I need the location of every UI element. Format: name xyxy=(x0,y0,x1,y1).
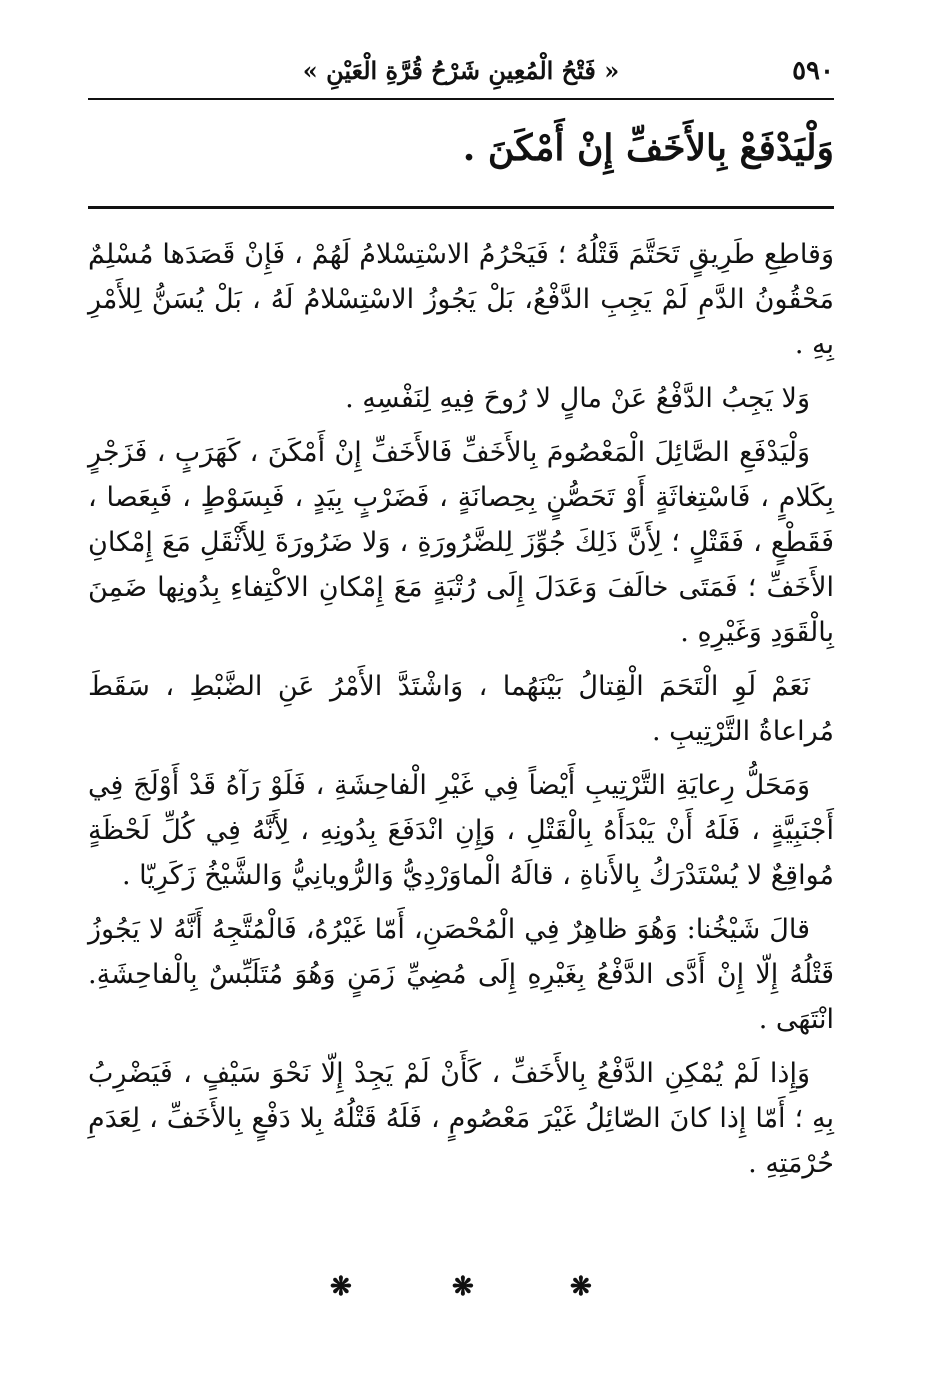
ornament-star: ❋ xyxy=(452,1272,474,1302)
paragraph-5: وَمَحَلُّ رِعايَةِ التَّرْتِيبِ أَيْضاً فِي غَيْرِ الْفاحِشَةِ ، فَلَوْ رَآهُ قَدْ أَوْلَجَ فِي أَجْنَبِيَّةٍ ، فَلَهُ أَنْ يَبْدَأَهُ بِالْقَتْلِ ، وَإِنِ انْدَفَعَ بِدُونِهِ ، لِأَنَّهُ فِي كُلِّ لَحْظَةٍ مُواقِعٌ لا يُسْتَدْرَكُ بِالأَناةِ ، قالَهُ الْماوَرْدِيُّ وَالرُّويانِيُّ وَالشَّيْخُ زَكَرِيّا . xyxy=(88,770,834,891)
paragraph-6: قالَ شَيْخُنا: وَهُوَ ظاهِرٌ فِي الْمُحْصَنِ، أَمّا غَيْرُهُ، فَالْمُتَّجِهُ أَنَّهُ لا يَجُوزُ قَتْلُهُ إِلّا إِنْ أَدَّى الدَّفْعُ بِغَيْرِهِ إِلَى مُضِيِّ زَمَنٍ وَهُوَ مُتَلَبِّسٌ بِالْفاحِشَةِ. انْتَهَى . xyxy=(88,914,834,1035)
paragraph-3: وَلْيَدْفَعِ الصَّائِلَ الْمَعْصُومَ بِالأَخَفِّ فَالأَخَفِّ إِنْ أَمْكَنَ ، كَهَرَبٍ ، فَزَجْرٍ بِكَلامٍ ، فَاسْتِغاثَةٍ أَوْ تَحَصُّنٍ بِحِصانَةٍ ، فَضَرْبٍ بِيَدٍ ، فَبِسَوْطٍ ، فَبِعَصا ، فَقَطْعٍ ، فَقَتْلٍ ؛ لِأَنَّ ذَلِكَ جُوِّزَ لِلضَّرُورَةِ ، وَلا ضَرُورَةَ لِلأَثْقَلِ مَعَ إِمْكانِ الأَخَفِّ ؛ فَمَتَى خالَفَ وَعَدَلَ إِلَى رُتْبَةٍ مَعَ إِمْكانِ الاكْتِفاءِ بِدُونِها ضَمِنَ بِالْقَوَدِ وَغَيْرِهِ . xyxy=(88,437,834,648)
section-end-ornaments xyxy=(0,1272,944,1312)
paragraph-2: وَلا يَجِبُ الدَّفْعُ عَنْ مالٍ لا رُوحَ فِيهِ لِنَفْسِهِ . xyxy=(345,383,810,414)
ornament-star: ❋ xyxy=(570,1272,592,1302)
commentary-body xyxy=(88,232,834,1195)
running-title: « فَتْحُ الْمُعِينِ شَرْحُ قُرَّةِ الْعَيْنِ » xyxy=(302,56,620,85)
ornament-star: ❋ xyxy=(330,1272,352,1302)
section-divider xyxy=(88,206,834,209)
matn-text: وَلْيَدْفَعْ بِالأَخَفِّ إِنْ أَمْكَنَ . xyxy=(462,127,834,169)
header-rule xyxy=(88,98,834,100)
paragraph-1: وَقاطِعِ طَرِيقٍ تَحَتَّمَ قَتْلُهُ ؛ فَيَحْرُمُ الاسْتِسْلامُ لَهُمْ ، فَإِنْ قَصَدَها مُسْلِمٌ مَحْقُونُ الدَّمِ لَمْ يَجِبِ الدَّفْعُ، بَلْ يَجُوزُ الاسْتِسْلامُ لَهُ ، بَلْ يُسَنُّ لِلأَمْرِ بِهِ . xyxy=(88,239,834,360)
paragraph-7: وَإِذا لَمْ يُمْكِنِ الدَّفْعُ بِالأَخَفِّ ، كَأَنْ لَمْ يَجِدْ إِلّا نَحْوَ سَيْفٍ ، فَيَضْرِبُ بِهِ ؛ أَمّا إِذا كانَ الصّائِلُ غَيْرَ مَعْصُومٍ ، فَلَهُ قَتْلُهُ بِلا دَفْعٍ بِالأَخَفِّ ، لِعَدَمِ حُرْمَتِهِ . xyxy=(88,1058,834,1179)
paragraph-4: نَعَمْ لَوِ الْتَحَمَ الْقِتالُ بَيْنَهُما ، وَاشْتَدَّ الأَمْرُ عَنِ الضَّبْطِ ، سَقَطَ مُراعاةُ التَّرْتِيبِ . xyxy=(88,671,834,747)
page-number: ٥٩٠ xyxy=(792,56,834,86)
page-header xyxy=(88,52,834,96)
